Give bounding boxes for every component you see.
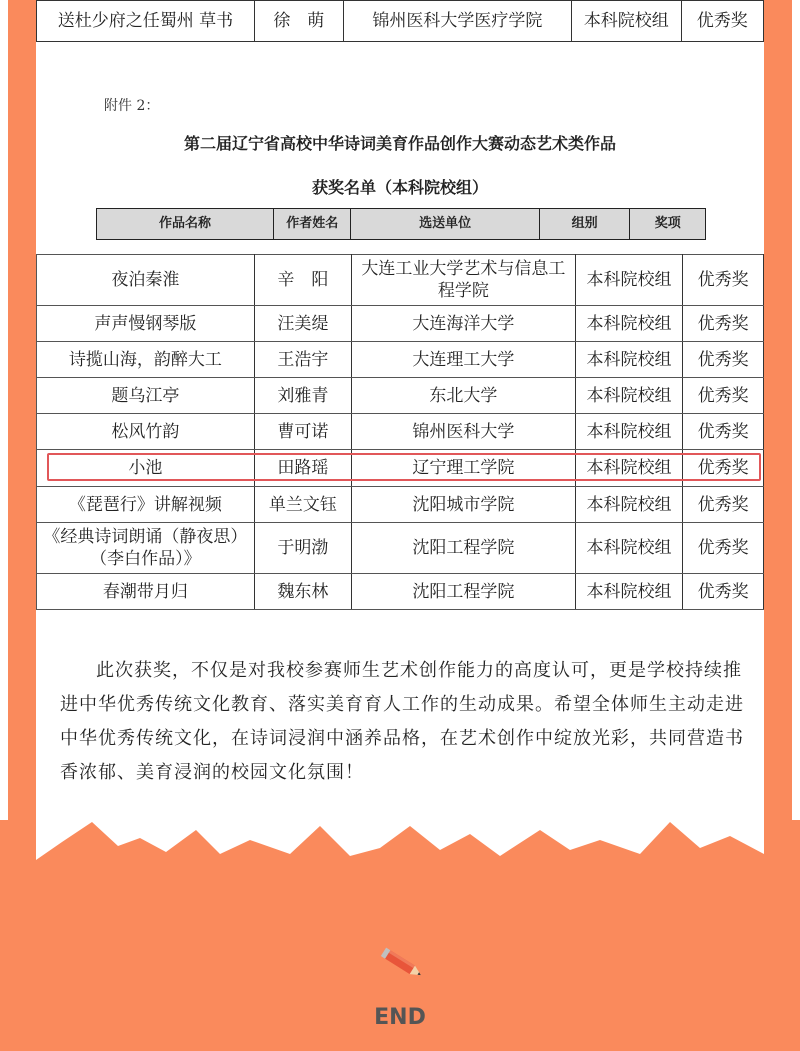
previous-table-row <box>36 0 764 42</box>
cell-author: 魏东林 <box>254 574 351 610</box>
cell-unit: 锦州医科大学 <box>351 414 575 450</box>
paragraph-text: 此次获奖，不仅是对我校参赛师生艺术创作能力的高度认可，更是学校持续推进中华优秀传统文化教育、落实美育育人工作的生动成果。希望全体师生主动走进中华优秀传统文化，在诗词浸润中涵养品格，在艺术创作中绽放光彩，共同营造书香浓郁、美育浸润的校园文化氛围！ <box>60 660 744 783</box>
cell-author: 辛 阳 <box>254 255 351 306</box>
cell-title: 松风竹韵 <box>37 414 255 450</box>
cell-award: 优秀奖 <box>683 306 764 342</box>
table-row <box>37 342 764 378</box>
table-row <box>37 523 764 574</box>
table-row <box>37 1 764 42</box>
cell-unit: 大连海洋大学 <box>351 306 575 342</box>
cell-title: 《琵琶行》讲解视频 <box>37 487 255 523</box>
cell-group: 本科院校组 <box>575 574 682 610</box>
award-table <box>36 254 764 610</box>
cell-award: 优秀奖 <box>683 487 764 523</box>
cell-unit: 大连理工大学 <box>351 342 575 378</box>
cell-award: 优秀奖 <box>683 574 764 610</box>
cell-award: 优秀奖 <box>683 255 764 306</box>
cell-author: 刘雅青 <box>254 378 351 414</box>
document-heading: 第二届辽宁省高校中华诗词美育作品创作大赛动态艺术类作品 <box>183 134 616 153</box>
cell-unit: 辽宁理工学院 <box>351 450 575 487</box>
cell-author: 田路瑶 <box>254 450 351 487</box>
cell-author: 单兰文钰 <box>254 487 351 523</box>
cell-award: 优秀奖 <box>681 1 763 42</box>
cell-group: 本科院校组 <box>575 378 682 414</box>
cell-author: 于明渤 <box>254 523 351 574</box>
cell-title: 送杜少府之任蜀州 草书 <box>37 1 255 42</box>
table-row <box>37 574 764 610</box>
cell-award: 优秀奖 <box>683 378 764 414</box>
cell-author: 王浩宇 <box>254 342 351 378</box>
header-award: 奖项 <box>630 209 706 240</box>
cell-unit: 东北大学 <box>351 378 575 414</box>
cell-award: 优秀奖 <box>683 523 764 574</box>
cell-title: 春潮带月归 <box>37 574 255 610</box>
pencil-icon <box>378 944 428 984</box>
appendix-label: 附件 2： <box>104 98 160 114</box>
cell-group: 本科院校组 <box>575 306 682 342</box>
header-title: 作品名称 <box>97 209 274 240</box>
table-row <box>37 255 764 306</box>
cell-unit: 沈阳工程学院 <box>351 574 575 610</box>
cell-title: 《经典诗词朗诵（静夜思）（李白作品）》 <box>37 523 255 574</box>
cell-group: 本科院校组 <box>575 342 682 378</box>
cell-title: 题乌江亭 <box>37 378 255 414</box>
cell-group: 本科院校组 <box>572 1 682 42</box>
cell-author: 汪美缇 <box>254 306 351 342</box>
end-label: END <box>374 1005 426 1030</box>
cell-title: 声声慢钢琴版 <box>37 306 255 342</box>
cell-group: 本科院校组 <box>575 414 682 450</box>
header-unit: 选送单位 <box>351 209 539 240</box>
cell-unit: 沈阳城市学院 <box>351 487 575 523</box>
cell-unit: 大连工业大学艺术与信息工程学院 <box>351 255 575 306</box>
header-group: 组别 <box>539 209 630 240</box>
cell-unit: 锦州医科大学医疗学院 <box>343 1 571 42</box>
cell-award: 优秀奖 <box>683 450 764 487</box>
cell-group: 本科院校组 <box>575 255 682 306</box>
row-highlight-box <box>47 453 761 481</box>
cell-group: 本科院校组 <box>575 487 682 523</box>
cell-group: 本科院校组 <box>575 450 682 487</box>
table-header <box>96 208 706 240</box>
table-row <box>37 487 764 523</box>
cell-author: 曹可诺 <box>254 414 351 450</box>
cell-title: 诗揽山海，韵醉大工 <box>37 342 255 378</box>
header-author: 作者姓名 <box>274 209 351 240</box>
cell-author: 徐 萌 <box>254 1 343 42</box>
cell-title: 小池 <box>37 450 255 487</box>
cell-group: 本科院校组 <box>575 523 682 574</box>
table-row <box>37 414 764 450</box>
body-paragraph <box>60 654 750 790</box>
cell-unit: 沈阳工程学院 <box>351 523 575 574</box>
table-row <box>37 306 764 342</box>
table-row <box>37 378 764 414</box>
cell-award: 优秀奖 <box>683 414 764 450</box>
document-subheading: 获奖名单（本科院校组） <box>311 178 488 197</box>
cell-award: 优秀奖 <box>683 342 764 378</box>
cell-title: 夜泊秦淮 <box>37 255 255 306</box>
